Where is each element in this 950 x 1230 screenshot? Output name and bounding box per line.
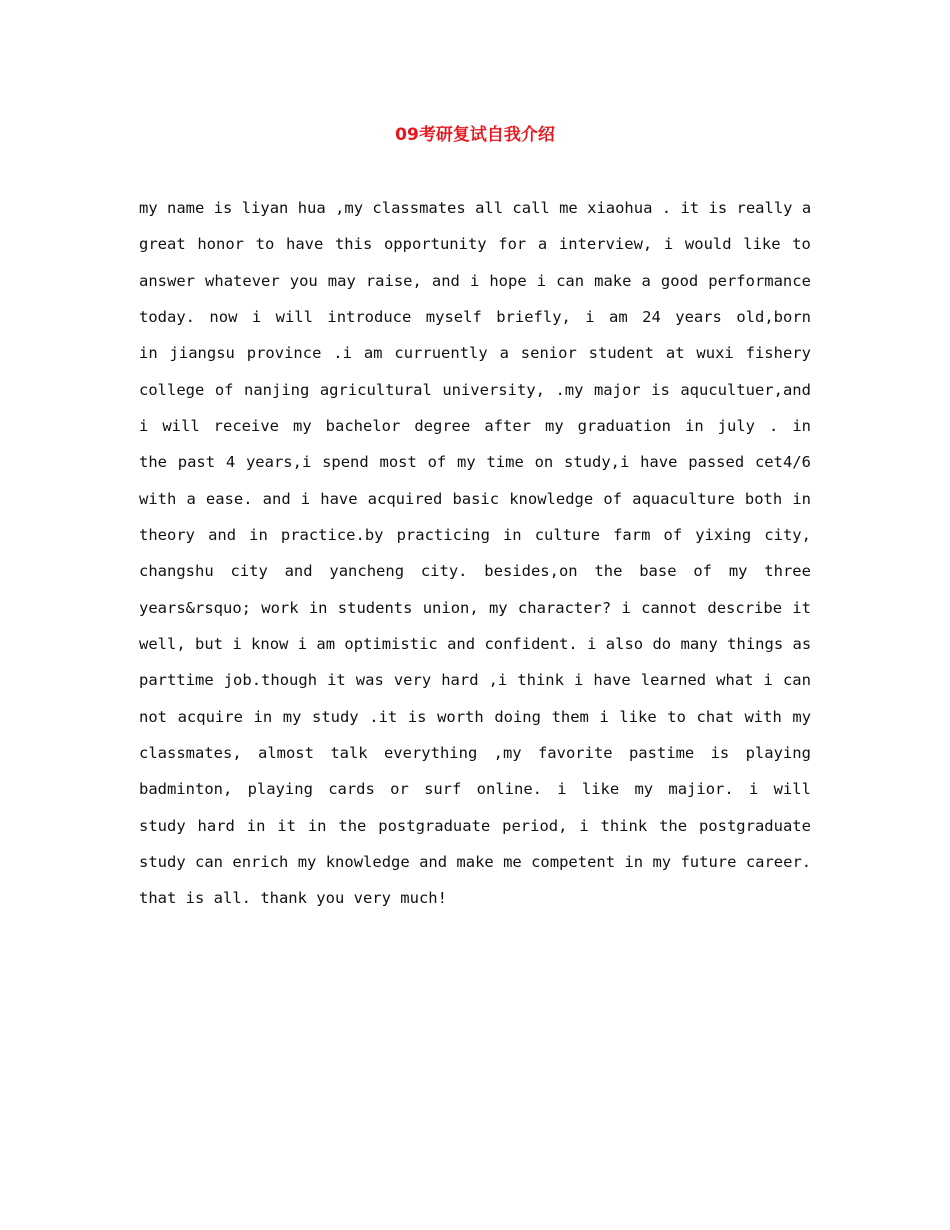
body-line: answer whatever you may raise, and i hope i can make a good performance <box>139 271 811 290</box>
body-line: with a ease. and i have acquired basic knowledge of aquaculture both in <box>139 489 811 508</box>
body-line: that is all. thank you very much! <box>139 889 447 908</box>
document-title: 09考研复试自我介绍 <box>395 125 555 145</box>
body-line: years&rsquo; work in students union, my character? i cannot describe it <box>139 598 811 617</box>
body-line: i will receive my bachelor degree after my graduation in july . in <box>139 416 812 435</box>
body-line: in jiangsu province .i am curruently a senior student at wuxi fishery <box>139 344 811 363</box>
body-line: parttime job.though it was very hard ,i think i have learned what i can <box>139 671 811 690</box>
body-line: not acquire in my study .it is worth doing them i like to chat with my <box>139 707 812 726</box>
body-line: badminton, playing cards or surf online. i like my majior. i will <box>139 780 811 799</box>
body-line: college of nanjing agricultural university, .my major is aqucultuer,and <box>139 380 811 399</box>
document-body <box>139 190 811 917</box>
body-line: theory and in practice.by practicing in culture farm of yixing city, <box>139 525 811 544</box>
body-line: study can enrich my knowledge and make me competent in my future career. <box>139 852 812 871</box>
body-line: changshu city and yancheng city. besides,on the base of my three <box>139 562 811 581</box>
body-line: my name is liyan hua ,my classmates all call me xiaohua . it is really a <box>139 199 812 217</box>
body-line: great honor to have this opportunity for a interview, i would like to <box>139 235 811 254</box>
body-line: classmates, almost talk everything ,my favorite pastime is playing <box>139 743 811 762</box>
body-line: study hard in it in the postgraduate period, i think the postgraduate <box>139 816 811 835</box>
body-line: today. now i will introduce myself briefly, i am 24 years old,born <box>139 307 811 326</box>
body-line: the past 4 years,i spend most of my time on study,i have passed cet4/6 <box>139 453 811 472</box>
body-line: well, but i know i am optimistic and confident. i also do many things as <box>139 634 812 653</box>
